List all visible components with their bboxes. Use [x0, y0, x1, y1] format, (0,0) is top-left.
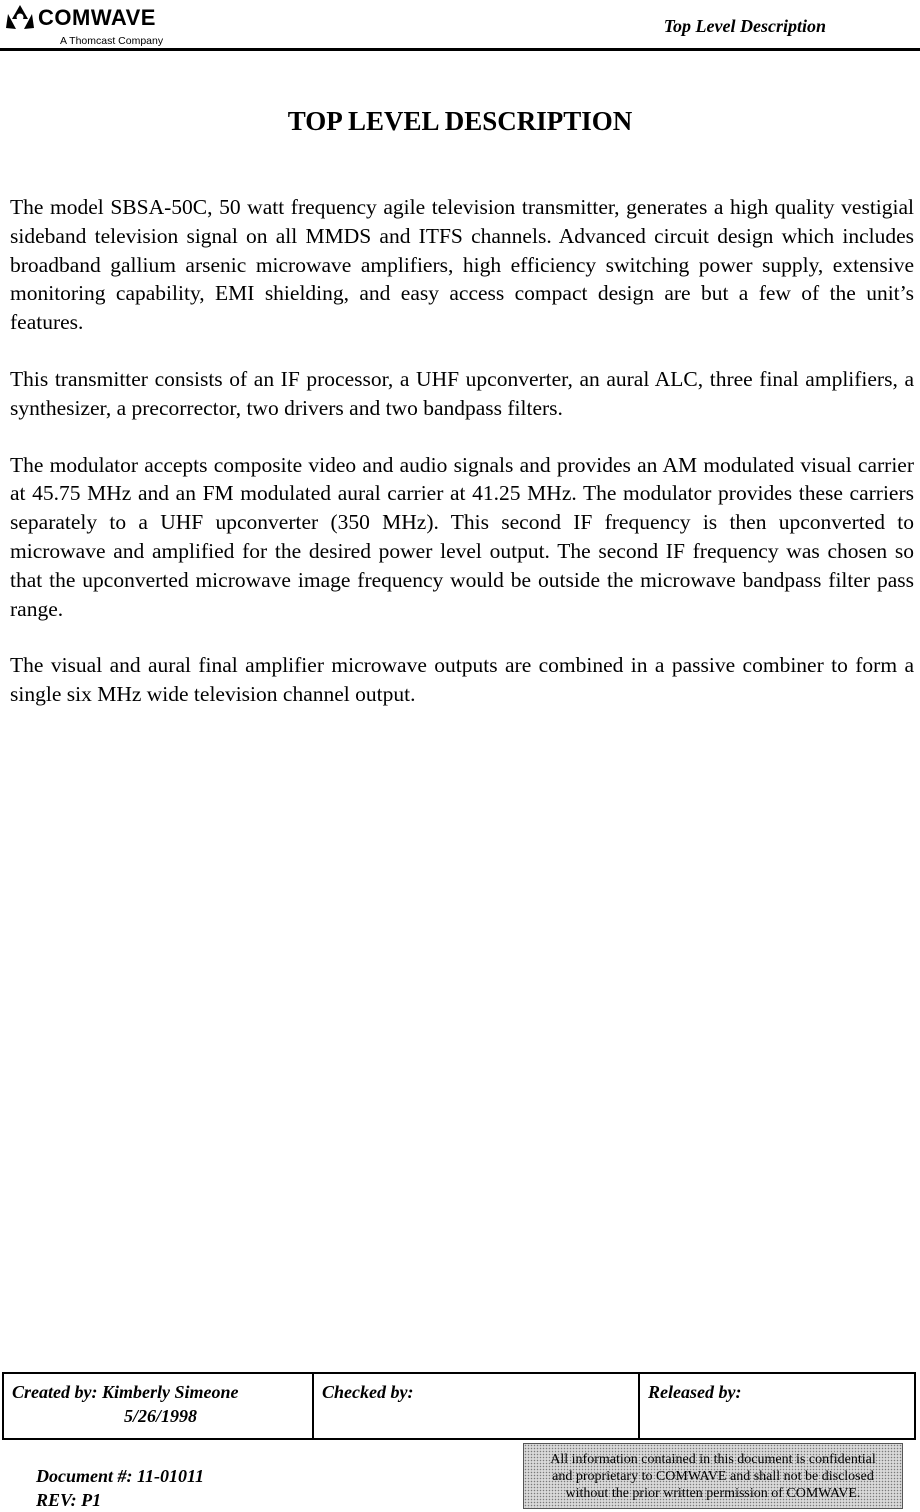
checked-by-cell — [314, 1374, 640, 1438]
released-by-cell — [640, 1374, 914, 1438]
running-title: Top Level Description — [663, 16, 826, 36]
confidentiality-line: without the prior written permission of COMWAVE. — [565, 1486, 861, 1501]
document-info — [36, 1464, 204, 1512]
signature-table — [2, 1372, 916, 1440]
revision: REV: P1 — [36, 1490, 102, 1510]
checked-by-label: Checked by: — [322, 1382, 414, 1402]
released-by-label: Released by: — [648, 1382, 742, 1402]
page-title: TOP LEVEL DESCRIPTION — [287, 106, 633, 136]
created-by-cell — [4, 1374, 314, 1438]
confidentiality-line: All information contained in this document is confidential — [550, 1452, 876, 1467]
body-paragraph: The visual and aural final amplifier microwave outputs are combined in a passive combiner to form a single six MHz wide television channel output. — [10, 653, 914, 707]
confidentiality-line: and proprietary to COMWAVE and shall not be disclosed — [552, 1469, 874, 1484]
comwave-logo-icon — [6, 4, 34, 30]
confidentiality-notice — [523, 1443, 903, 1509]
created-date: 5/26/1998 — [124, 1406, 198, 1426]
body-paragraph: The modulator accepts composite video and audio signals and provides an AM modulated visual carrier at 45.75 MHz and an FM modulated aural carrier at 41.25 MHz. The modulator provides these carriers separately to a UHF upconverter (350 MHz). This second IF frequency is then upconverted to microwave and amplified for the desired power level output. The second IF frequency was chosen so that the upconverted microwave image frequency would be outside the microwave bandpass filter pass range. — [10, 452, 914, 621]
document-number: Document #: 11-01011 — [36, 1466, 205, 1486]
company-tagline: A Thomcast Company — [60, 35, 164, 47]
company-logo — [6, 4, 206, 48]
company-name: COMWAVE — [38, 5, 156, 30]
created-by-label: Created by: Kimberly Simeone — [12, 1382, 239, 1402]
body-paragraph: This transmitter consists of an IF processor, a UHF upconverter, an aural ALC, three final amplifiers, a synthesizer, a precorrector, two drivers and two bandpass filters. — [10, 366, 914, 420]
body-paragraph: The model SBSA-50C, 50 watt frequency agile television transmitter, generates a high quality vestigial sideband television signal on all MMDS and ITFS channels. Advanced circuit design which includes broadband gallium arsenic microwave amplifiers, high efficiency switching power supply, extensive monitoring capability, EMI shielding, and easy access compact design are but a few of the unit’s features. — [10, 195, 914, 335]
document-body — [10, 193, 914, 737]
header-divider — [0, 48, 920, 51]
